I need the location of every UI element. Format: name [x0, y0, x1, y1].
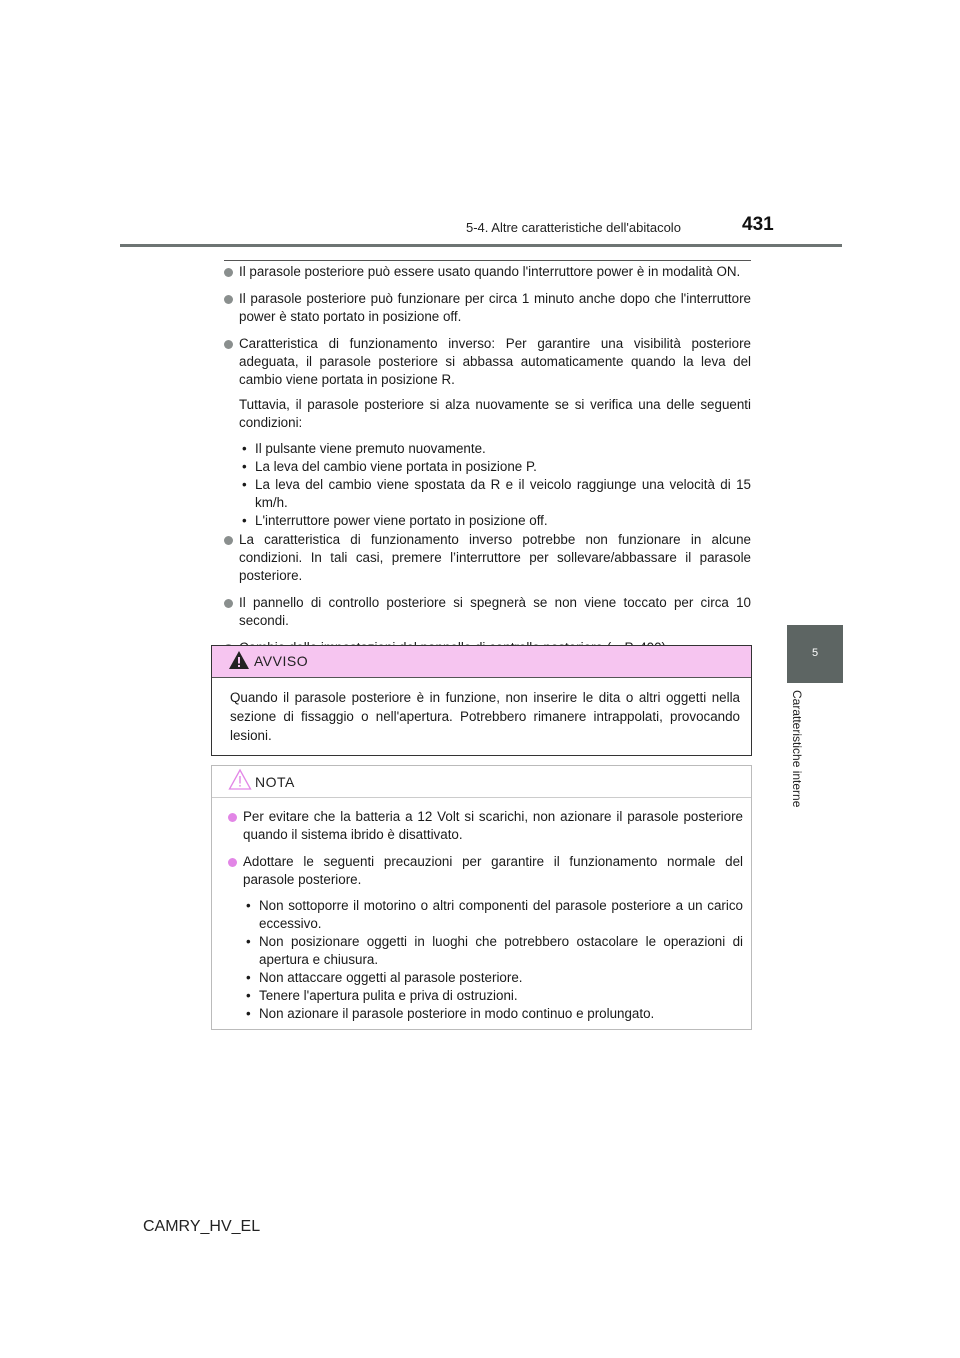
warning-title: AVVISO: [254, 653, 309, 669]
precaution-text: Non posizionare oggetti in luoghi che potrebbero ostacolare le operazioni di apertura e chiusura.: [259, 934, 743, 967]
bullet-icon: [224, 340, 233, 349]
precaution-text: Non attaccare oggetti al parasole posteriore.: [259, 970, 523, 985]
bullet-text: La caratteristica di funzionamento inverso potrebbe non funzionare in alcune condizioni. In tali casi, premere l’interruttore per sollevare/abbassare il parasole posteriore.: [239, 532, 751, 583]
chapter-tab[interactable]: [787, 625, 843, 683]
page-number: 431: [742, 214, 774, 235]
bullet-continuation: Tuttavia, il parasole posteriore si alza nuovamente se si verifica una delle seguenti condizioni:: [239, 397, 751, 430]
warning-header: [212, 646, 751, 678]
list-item: [224, 531, 751, 585]
precaution-text: Non azionare il parasole posteriore in modo continuo e prolungato.: [259, 1006, 655, 1021]
note-bullet-text: Per evitare che la batteria a 12 Volt si scarichi, non azionare il parasole posteriore quando il sistema ibrido è disattivato.: [243, 809, 743, 842]
list-item: • Tenere l'apertura pulita e priva di ostruzioni.: [246, 988, 518, 1003]
list-item: • Non attaccare oggetti al parasole posteriore.: [246, 970, 523, 985]
bullet-text: Il pannello di controllo posteriore si spegnerà se non viene toccato per circa 10 secondi.: [239, 595, 751, 628]
list-item: [224, 263, 751, 281]
note-title: NOTA: [255, 774, 295, 790]
bullet-text: Caratteristica di funzionamento inverso: Per garantire una visibilità posteriore adeguata, il parasole posteriore si abbassa automaticamente quando la leva del cambio viene portata in posizione R.: [239, 336, 751, 387]
precautions-list: [228, 897, 743, 1023]
bullet-icon: [224, 268, 233, 277]
warning-text: Quando il parasole posteriore è in funzione, non inserire le dita o altri oggetti nella sezione di fissaggio o nell'apertura. Potrebbero rimanere intrappolati, provocando lesioni.: [230, 690, 740, 743]
list-item: • L'interruttore power viene portato in posizione off.: [242, 513, 548, 528]
chapter-label: Caratteristiche interne: [790, 690, 804, 808]
bullet-icon: [224, 536, 233, 545]
list-item: • La leva del cambio viene spostata da R e il veicolo raggiunge una velocità di 15 km/h.: [242, 477, 751, 510]
caution-triangle-icon: [228, 768, 252, 797]
list-item: [224, 290, 751, 326]
condition-text: La leva del cambio viene spostata da R e il veicolo raggiunge una velocità di 15 km/h.: [255, 477, 751, 510]
precaution-text: Tenere l'apertura pulita e priva di ostruzioni.: [259, 988, 518, 1003]
note-divider: [212, 797, 751, 798]
list-item: • Non sottoporre il motorino o altri componenti del parasole posteriore a un carico eccessivo.: [246, 898, 743, 931]
document-code: CAMRY_HV_EL: [143, 1218, 261, 1235]
condition-text: L'interruttore power viene portato in posizione off.: [255, 513, 548, 528]
bullet-text: Il parasole posteriore può essere usato quando l'interruttore power è in modalità ON.: [239, 264, 741, 279]
bullet-icon: [224, 295, 233, 304]
chapter-number: 5: [811, 647, 819, 659]
bullet-icon: [228, 858, 237, 867]
note-body: [228, 808, 743, 1023]
header-rule: [120, 244, 842, 247]
list-item: • Non azionare il parasole posteriore in modo continuo e prolungato.: [246, 1006, 655, 1021]
section-title: 5-4. Altre caratteristiche dell'abitacolo: [466, 220, 681, 235]
list-item: [228, 808, 743, 844]
conditions-list: [224, 440, 751, 530]
list-item: • Non posizionare oggetti in luoghi che potrebbero ostacolare le operazioni di apertura e chiusura.: [246, 934, 743, 967]
note-box: [211, 765, 752, 1030]
bullet-icon: [228, 813, 237, 822]
list-item: [224, 594, 751, 630]
list-item: • Il pulsante viene premuto nuovamente.: [242, 441, 486, 456]
list-item: [224, 335, 751, 389]
bullet-text: Il parasole posteriore può funzionare per circa 1 minuto anche dopo che l'interruttore power è stato portato in posizione off.: [239, 291, 751, 324]
list-item: • La leva del cambio viene portata in posizione P.: [242, 459, 537, 474]
bullet-icon: [224, 599, 233, 608]
condition-text: Il pulsante viene premuto nuovamente.: [255, 441, 486, 456]
condition-text: La leva del cambio viene portata in posizione P.: [255, 459, 537, 474]
list-item: [228, 853, 743, 889]
note-bullet-text: Adottare le seguenti precauzioni per garantire il funzionamento normale del parasole posteriore.: [243, 854, 743, 887]
warning-box: [211, 645, 752, 756]
precaution-text: Non sottoporre il motorino o altri componenti del parasole posteriore a un carico eccessivo.: [259, 898, 743, 931]
warning-triangle-icon: [228, 650, 250, 675]
main-content: [224, 260, 751, 666]
